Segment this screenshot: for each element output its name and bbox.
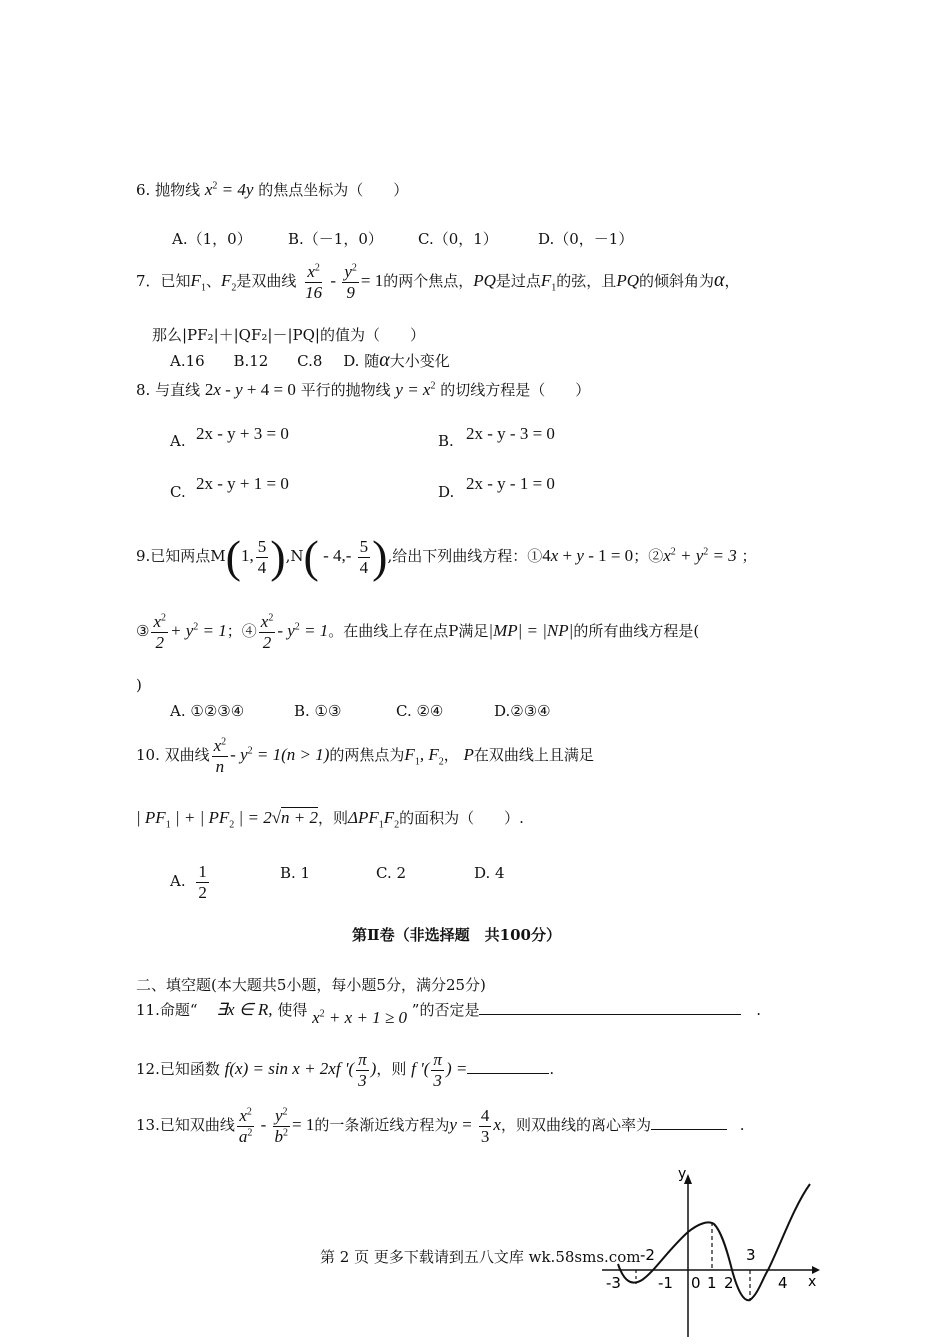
page-footer: 第 2 页 更多下载请到五八文库 wk.58sms.com (320, 1248, 641, 1266)
q13-answer-blank[interactable] (651, 1129, 727, 1130)
q8-eq-a: 2x - y + 3 = 0 (196, 424, 289, 443)
q8-stem-suffix: 的切线方程是（ ） (440, 381, 591, 399)
q10-stem-p: 在双曲线上且满足 (473, 746, 594, 765)
q8-eq-d: 2x - y - 1 = 0 (466, 474, 555, 493)
q6-equation: $x^2 = 4y$ (204, 180, 254, 199)
q9-n-label: ,N (285, 547, 304, 565)
q7-option-d: D. 随 (343, 352, 380, 370)
q9-c4: ；④ (226, 622, 257, 641)
q11-end: . (756, 1001, 762, 1019)
q8-parabola: $y = x^2$ (395, 380, 436, 399)
q12-prefix: 12.已知函数 (136, 1060, 220, 1079)
q9-stem-suffix: 。在曲线上存在点P满足 (328, 622, 489, 641)
q12-answer-blank[interactable] (467, 1073, 549, 1074)
q7-option-c: C.8 (297, 352, 323, 370)
q13-prefix: 13.已知双曲线 (136, 1116, 235, 1135)
q8-label-a: A. (170, 432, 186, 450)
q7-f1: $F_1$ (190, 271, 206, 294)
q10-option-c: C. 2 (376, 864, 407, 882)
q10-option-b: B. 1 (280, 864, 311, 882)
q10-line2-suffix: 的面积为（ ）. (399, 809, 524, 827)
q11-answer-blank[interactable] (479, 1014, 741, 1015)
tick-1: 1 (707, 1274, 717, 1292)
q11-mid: 使得 (277, 1001, 308, 1019)
q11-stem (136, 1000, 762, 1027)
q7-frac-x: $\frac{x^2}{16}$ (305, 262, 323, 302)
q7-stem: 7．已知$F_1$、$F_2$是双曲线 $\frac{x^2}{16}$ - $\frac{y^2}{9}$ = 1的两个焦点，PQ是过点$F_1$的弦，且PQ的倾斜角为α， (136, 262, 740, 302)
q7-frac-y: $\frac{y^2}{9}$ (344, 262, 357, 302)
q13-end: . (739, 1116, 745, 1135)
q8-stem (136, 380, 590, 400)
tick-neg2: -2 (640, 1246, 655, 1264)
tick-2: 2 (724, 1274, 734, 1292)
q9-stem-prefix: 9.已知两点M (136, 547, 226, 565)
q6-stem (136, 180, 408, 200)
q7-line2: 那么|PF₂|＋|QF₂|－|PQ|的值为（ ） (152, 326, 425, 344)
q12-stem: 12.已知函数 f(x) = sin x + 2xf '( $\frac{\pi}{3}$ )，则 f '( $\frac{\pi}{3}$ ) = . (136, 1050, 555, 1090)
q10-stem-mid: 的两焦点为 (329, 746, 405, 765)
q12-ask: f '( (411, 1059, 430, 1079)
section-title: 第Ⅱ卷（非选择题 共100分） (352, 926, 561, 944)
q8-label-b: B. (438, 432, 454, 450)
q9-stem-mid: ,给出下列曲线方程：① (387, 547, 543, 565)
q7-chord-text: 的弦，且 (556, 272, 617, 291)
q7-option-a: A.16 (170, 352, 205, 370)
q11-prefix: 11.命题“ (136, 1001, 198, 1019)
q6-stem-prefix: 6. 抛物线 (136, 181, 201, 199)
y-axis-label: y (678, 1166, 687, 1182)
q7-stem-mid: 是双曲线 (236, 272, 297, 291)
q8-eq-c: 2x - y + 1 = 0 (196, 474, 289, 493)
q8-line-eq: 2x - y + 4 = 0 (204, 380, 296, 399)
q9-c3-prefix: ③ (136, 622, 150, 641)
q12-mid: ，则 (376, 1060, 407, 1079)
q9-option-b: B. ①③ (294, 702, 342, 720)
q7-options: A.16 B.12 C.8 D. 随α大小变化 (170, 349, 450, 371)
x-axis-arrow (812, 1266, 820, 1274)
q9-stem: 9.已知两点M(1, $\frac{5}{4}$ ),N( - 4,- $\frac{5}{4}$ ),给出下列曲线方程：①4x + y - 1 = 0；$②x^2 + y^2 = 3$ ； (136, 531, 757, 582)
q8-label-d: D. (438, 483, 455, 501)
q10-stem: 10. 双曲线 $\frac{x^2}{n}$ - $y^2 = 1(n > 1)$的两焦点为$F_1$, $F_2$， P在双曲线上且满足 (136, 736, 594, 776)
q7-option-b: B.12 (233, 352, 269, 370)
q7-option-d-tail: 大小变化 (389, 352, 450, 370)
q8-label-c: C. (170, 483, 186, 501)
q13-stem: 13.已知双曲线 $\frac{x^2}{a^2}$ - $\frac{y^2}{b^2}$ = 1的一条渐近线方程为y = $\frac{4}{3}$ x，则双曲线的离心率为 . (136, 1106, 745, 1146)
q7-f2: $F_2$ (220, 271, 237, 294)
q11-expr: $x^2 + x + 1 \ge 0$ (312, 1008, 407, 1027)
q9-c2: ；② (633, 547, 664, 565)
q7-angle-text: 的倾斜角为 (638, 272, 714, 291)
q9-stem-end: 的所有曲线方程是( (573, 622, 700, 641)
tick-4: 4 (778, 1274, 788, 1292)
q9-line2: ③ $\frac{x^2}{2}$ + $y^2 = 1$；④ $\frac{x^2}{2}$ - $y^2 = 1$。在曲线上存在点P满足|MP| = |NP|的所有曲线方程是( (136, 612, 700, 652)
q10-stem-prefix: 10. 双曲线 (136, 746, 210, 765)
q6-stem-suffix: 的焦点坐标为（ ） (258, 181, 409, 199)
q7-stem-prefix: 7．已知 (136, 272, 191, 291)
q11-exists: ∃x ∈ R, (216, 1000, 273, 1019)
q10-option-d: D. 4 (474, 864, 505, 882)
q8-stem-prefix: 8. 与直线 (136, 381, 201, 399)
q9-option-d: D.②③④ (494, 702, 551, 720)
tick-neg3: -3 (606, 1274, 621, 1292)
q10-line2: | $PF_1$ | + | $PF_2$ | = 2√n + 2，则$\Delta PF_1F_2$的面积为（ ）. (136, 808, 524, 831)
q12-end: . (549, 1060, 555, 1079)
q8-eq-b: 2x - y - 3 = 0 (466, 424, 555, 443)
tick-3: 3 (746, 1246, 756, 1264)
q6-option-d: D.（0，－1） (538, 230, 634, 248)
q6-option-a: A.（1，0） (172, 230, 252, 248)
q9-option-c: C. ②④ (396, 702, 444, 720)
q7-sep: 、 (205, 272, 221, 291)
tick-neg1: -1 (658, 1274, 673, 1292)
q7-pq-text: 是过点 (495, 272, 541, 291)
tick-0: 0 (691, 1274, 701, 1292)
section-part: 二、填空题(本大题共5小题，每小题5分，满分25分) (136, 976, 486, 994)
q6-option-c: C.（0，1） (418, 230, 498, 248)
q12-func: f(x) = sin x + 2xf '( (224, 1059, 355, 1079)
q10-line2-mid: ，则 (318, 809, 349, 827)
q11-suffix: ”的否定是 (411, 1001, 480, 1019)
q10-option-a: A. $\frac{1}{2}$ (170, 862, 207, 902)
q13-mid: 的一条渐近线方程为 (314, 1116, 450, 1135)
q13-suffix: ，则双曲线的离心率为 (500, 1116, 651, 1135)
q8-stem-mid: 平行的抛物线 (300, 381, 391, 399)
q6-option-b: B.（－1，0） (288, 230, 383, 248)
q10-option-a-label: A. (170, 872, 186, 891)
q7-stem-suffix: 的两个焦点， (383, 272, 474, 291)
q9-close: ) (136, 676, 142, 694)
q9-option-a: A. ①②③④ (170, 702, 245, 720)
x-axis-label: x (808, 1274, 817, 1290)
